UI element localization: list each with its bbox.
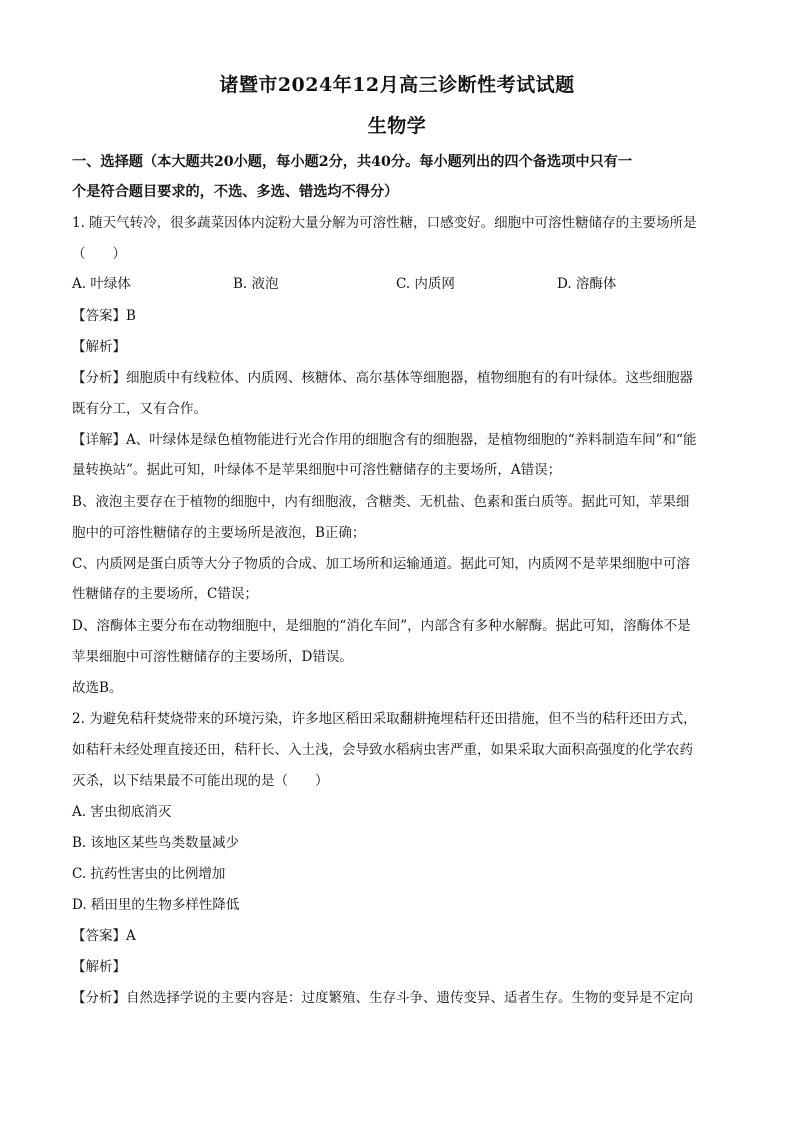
q1-conclusion: 故选B。	[72, 680, 123, 696]
q2-analysis-label: 【解析】	[72, 959, 126, 975]
q1-option-c: C. 内质网	[396, 276, 455, 292]
subject-title: 生物学	[367, 115, 427, 137]
q1-analysis-line: D、溶酶体主要分布在动物细胞中，是细胞的“消化车间”，内部含有多种水解酶。据此可知，溶酶体不是	[72, 618, 691, 634]
q2-stem-line-2: 如秸秆未经处理直接还田，秸秆长、入土浅，会导致水稻病虫害严重，如果采取大面积高强度的化学农药	[72, 742, 693, 758]
section-heading-line-2: 个是符合题目要求的，不选、多选、错选均不得分）	[72, 184, 399, 200]
q1-analysis-line: 【详解】A、叶绿体是绿色植物能进行光合作用的细胞含有的细胞器，是植物细胞的“养料制造车间”和“能	[72, 432, 697, 448]
q2-answer: 【答案】A	[72, 928, 136, 944]
q1-answer: 【答案】B	[72, 308, 136, 324]
q1-analysis-line: 性糖储存的主要场所，C错误；	[72, 586, 258, 602]
q2-stem-line-3: 灭杀，以下结果最不可能出现的是（ ）	[72, 773, 329, 789]
q1-option-b: B. 液泡	[233, 276, 279, 292]
q2-option-d: D. 稻田里的生物多样性降低	[72, 897, 240, 913]
q2-option-b: B. 该地区某些鸟类数量减少	[72, 835, 240, 851]
q1-analysis-line: 量转换站”。据此可知，叶绿体不是苹果细胞中可溶性糖储存的主要场所，A错误；	[72, 462, 562, 478]
q1-analysis-line: 既有分工，又有合作。	[72, 401, 207, 417]
q1-option-a: A. 叶绿体	[72, 276, 131, 292]
q2-stem-line-1: 2. 为避免秸秆焚烧带来的环境污染，许多地区稻田采取翻耕掩埋秸秆还田措施，但不当的秸秆还田方式，	[72, 711, 697, 727]
q1-stem-line-2: （ ）	[72, 246, 126, 262]
q1-analysis-label: 【解析】	[72, 339, 126, 355]
q2-option-c: C. 抗药性害虫的比例增加	[72, 866, 226, 882]
q1-stem-line-1: 1. 随天气转冷，很多蔬菜因体内淀粉大量分解为可溶性糖，口感变好。细胞中可溶性糖储存的主要场所是	[72, 215, 697, 231]
section-heading-line-1: 一、选择题（本大题共20小题，每小题2分，共40分。每小题列出的四个备选项中只有一	[72, 154, 633, 170]
q1-option-d: D. 溶酶体	[557, 276, 617, 292]
q2-analysis-line: 【分析】自然选择学说的主要内容是：过度繁殖、生存斗争、遗传变异、适者生存。生物的变异是不定向	[72, 990, 693, 1006]
q1-analysis-line: 胞中的可溶性糖储存的主要场所是液泡，B正确；	[72, 525, 366, 541]
exam-title: 诸暨市2024年12月高三诊断性考试试题	[219, 74, 575, 96]
q2-option-a: A. 害虫彻底消灭	[72, 804, 172, 820]
q1-analysis-line: 苹果细胞中可溶性糖储存的主要场所，D错误。	[72, 649, 353, 665]
q1-analysis-line: C、内质网是蛋白质等大分子物质的合成、加工场所和运输通道。据此可知，内质网不是苹果细胞中可溶	[72, 556, 690, 572]
q1-analysis-line: 【分析】细胞质中有线粒体、内质网、核糖体、高尔基体等细胞器，植物细胞有的有叶绿体。这些细胞器	[72, 370, 693, 386]
q1-analysis-line: B、液泡主要存在于植物的细胞中，内有细胞液，含糖类、无机盐、色素和蛋白质等。据此可知，苹果细	[72, 494, 690, 510]
